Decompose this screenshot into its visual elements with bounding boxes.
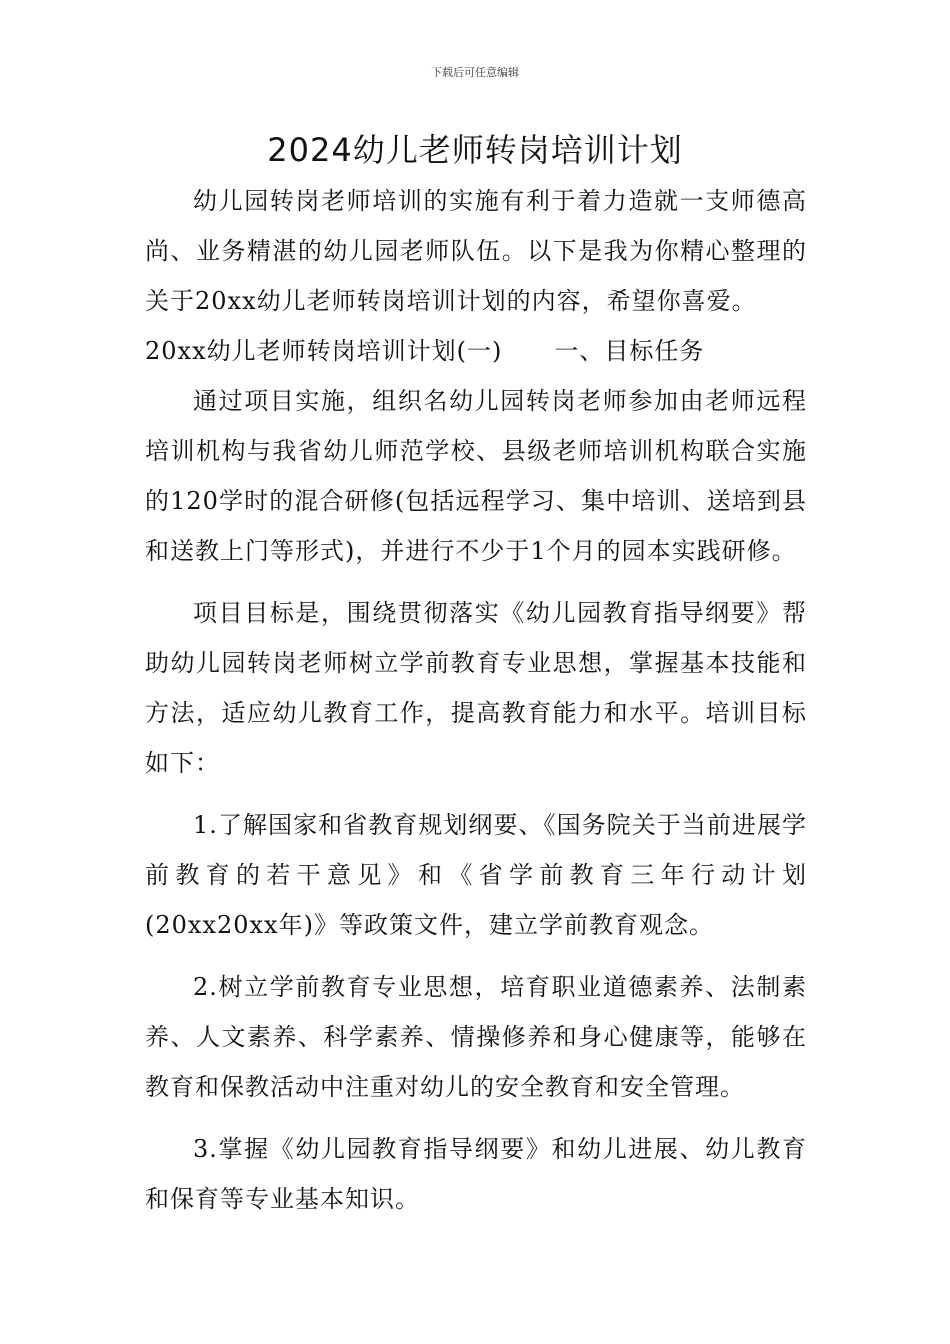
document-title: 2024幼儿老师转岗培训计划 [267,131,683,169]
implementation-paragraph: 通过项目实施，组织名幼儿园转岗老师参加由老师远程培训机构与我省幼儿师范学校、县级老师培训机构联合实施的120学时的混合研修(包括远程学习、集中培训、送培到县和送教上门等形式)，并进行不少于1个月的园本实践研修。 [145,387,807,565]
goal-item-2: 2.树立学前教育专业思想，培育职业道德素养、法制素养、人文素养、科学素养、情操修养和身心健康等，能够在教育和保教活动中注重对幼儿的安全教育和安全管理。 [145,973,807,1101]
section-heading-line [145,326,807,376]
document-body [145,176,807,1224]
header-note: 下载后可任意编辑 [431,66,519,79]
intro-paragraph: 幼儿园转岗老师培训的实施有利于着力造就一支师德高尚、业务精湛的幼儿园老师队伍。以下是我为你精心整理的关于20xx幼儿老师转岗培训计划的内容，希望你喜爱。 [145,187,807,315]
section-heading: 一、目标任务 [554,337,705,365]
goal-item-3: 3.掌握《幼儿园教育指导纲要》和幼儿进展、幼儿教育和保育等专业基本知识。 [145,1135,807,1213]
goal-item-1: 1.了解国家和省教育规划纲要、《国务院关于当前进展学前教育的若干意见》和《省学前教育三年行动计划(20xx20xx年)》等政策文件，建立学前教育观念。 [145,811,807,939]
goal-paragraph: 项目目标是，围绕贯彻落实《幼儿园教育指导纲要》帮助幼儿园转岗老师树立学前教育专业思想，掌握基本技能和方法，适应幼儿教育工作，提高教育能力和水平。培训目标如下： [145,599,807,777]
plan-subtitle: 20xx幼儿老师转岗培训计划(一) [145,337,503,365]
